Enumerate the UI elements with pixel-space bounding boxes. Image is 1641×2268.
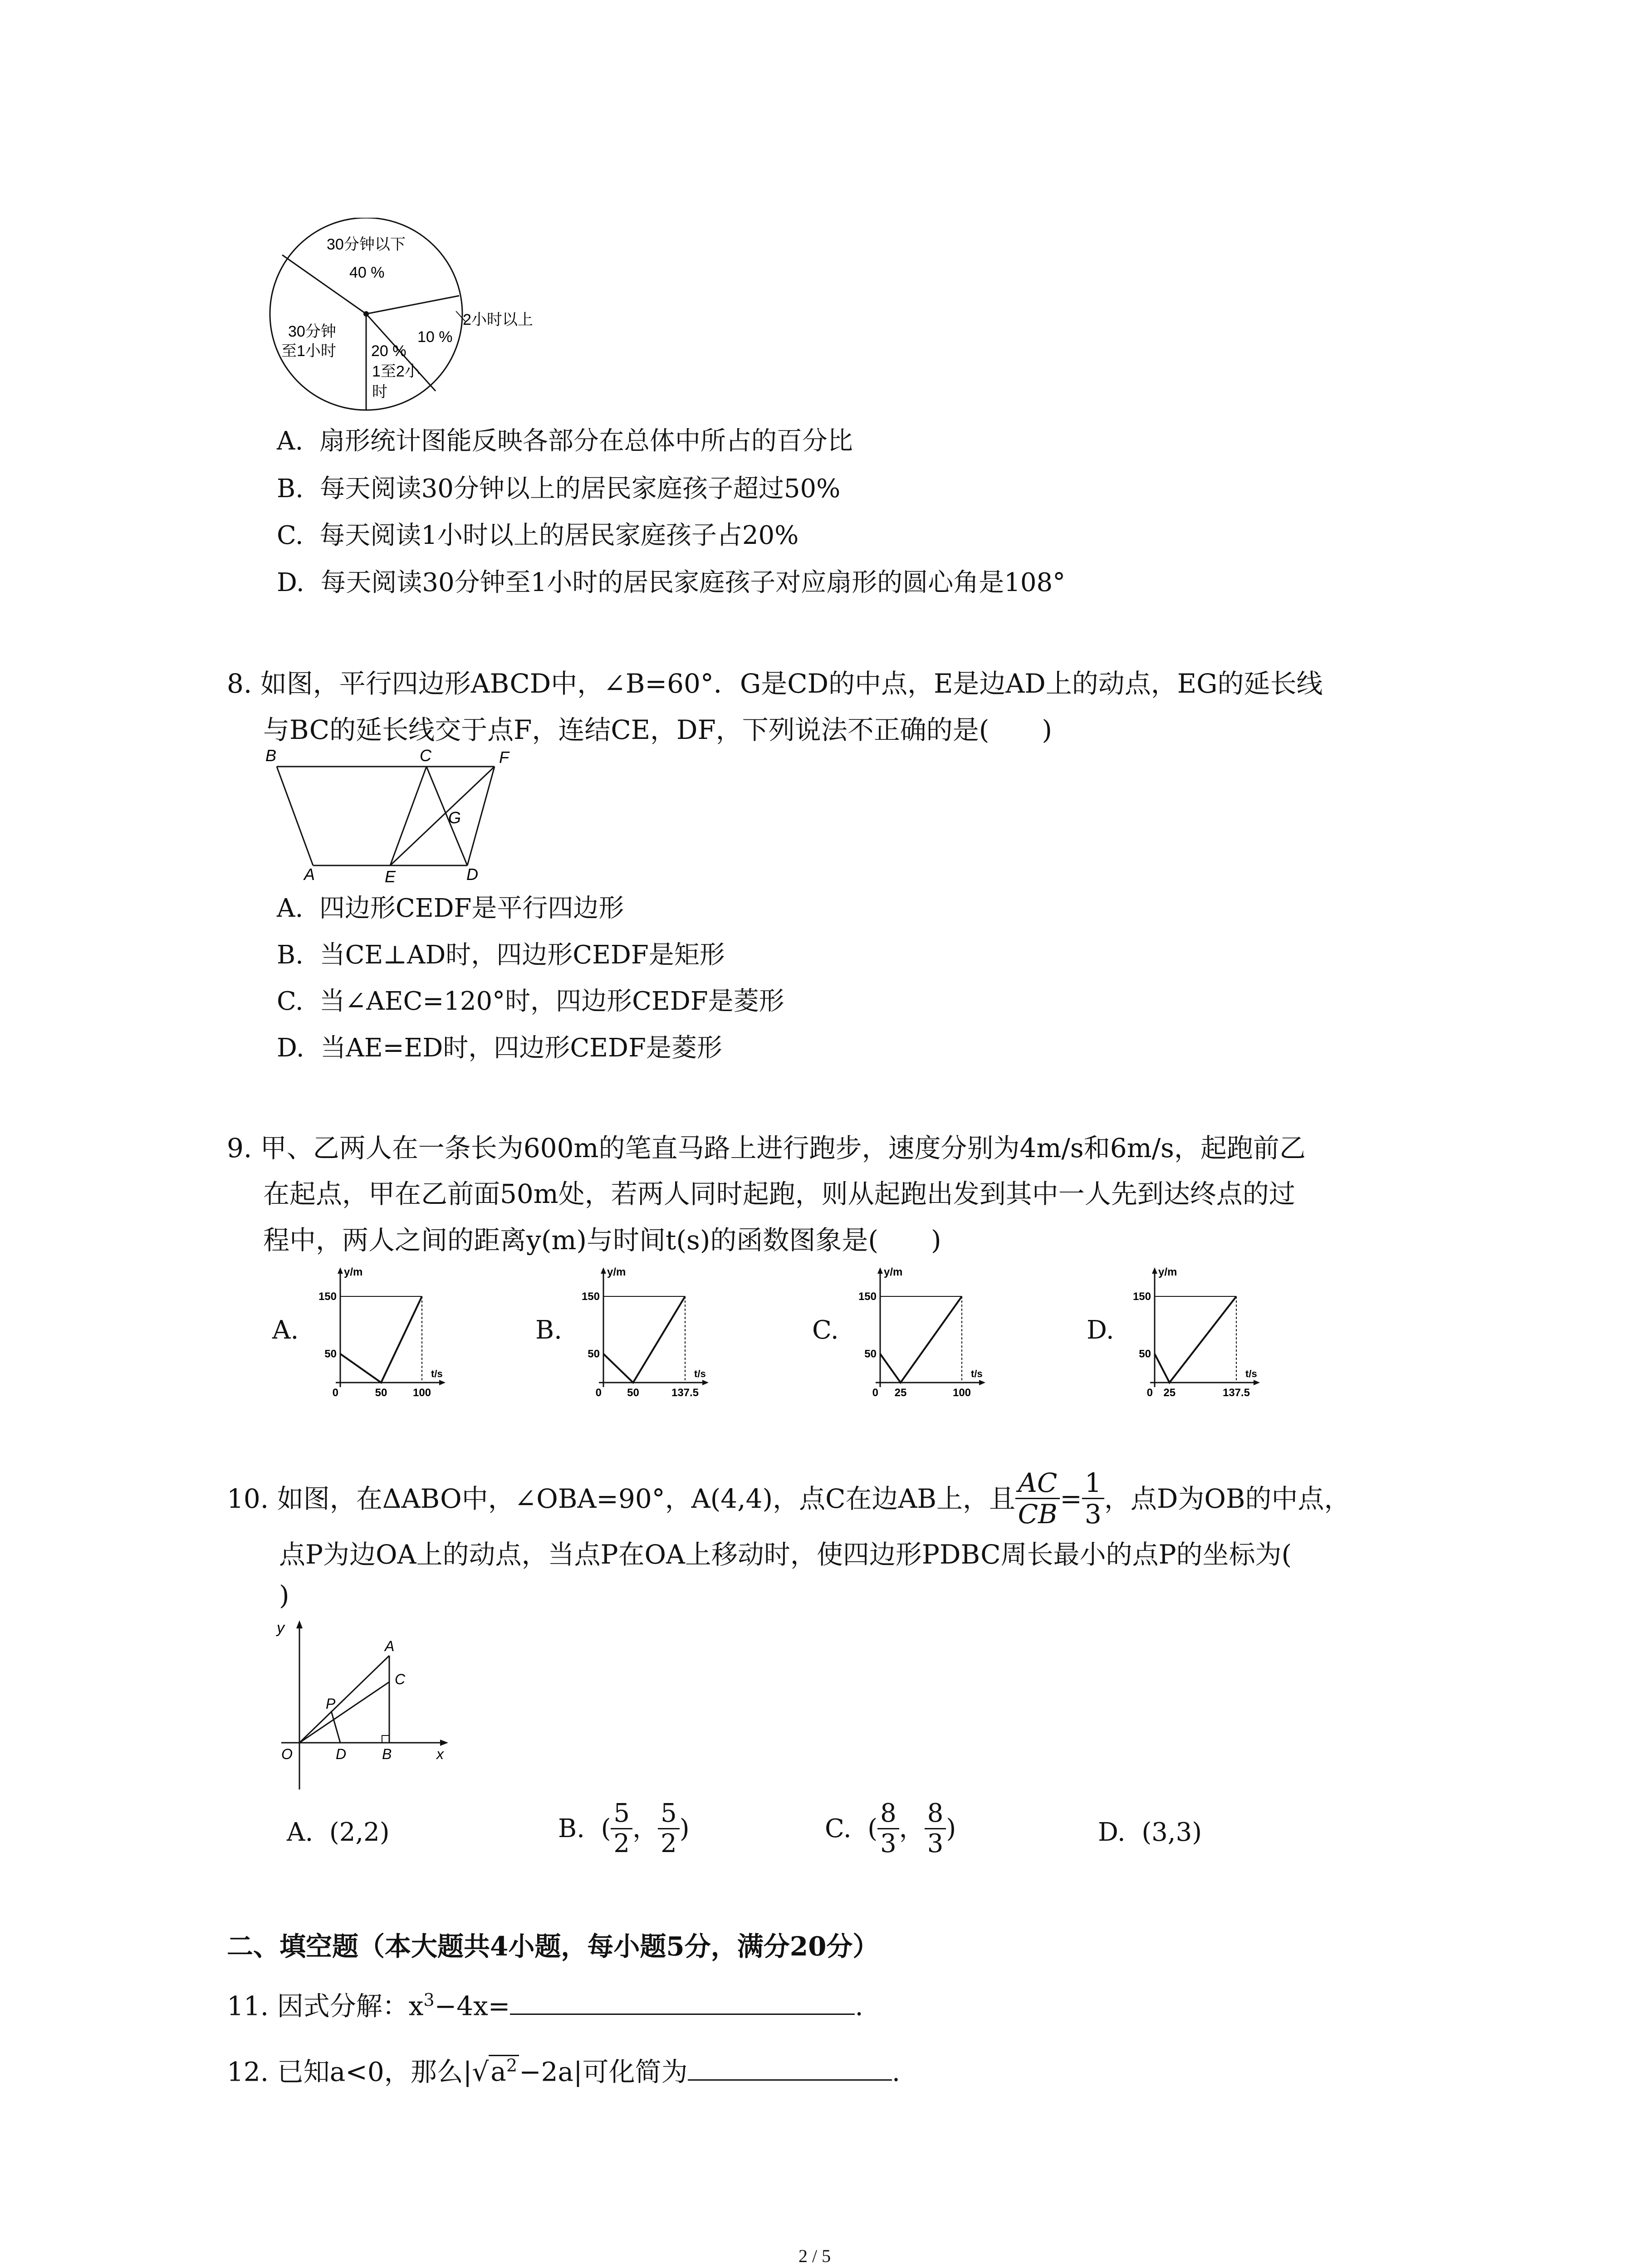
question-text: 因式分解：x	[277, 1990, 424, 2022]
q9-graph-c	[853, 1266, 989, 1402]
q8-option-d	[277, 1033, 722, 1063]
pie-label-over2-pct: 10 %	[417, 328, 453, 346]
option-letter: B.	[277, 940, 304, 970]
option-letter: B.	[558, 1813, 585, 1843]
q8-option-c	[277, 989, 784, 1014]
y-arrow	[338, 1267, 343, 1274]
sqrt-sign: √	[472, 2056, 489, 2087]
x-arrow	[439, 1380, 446, 1385]
equals-sign: =	[1060, 1483, 1082, 1514]
tick-label-50: 50	[1139, 1348, 1151, 1360]
label-C: C	[420, 748, 431, 765]
q10-option-c	[825, 1801, 956, 1857]
option-letter: B.	[277, 474, 304, 503]
y-arrow	[601, 1267, 606, 1274]
pie-label-under30: 30分钟以下	[327, 236, 406, 253]
tick-label-50: 50	[864, 1348, 877, 1360]
fraction	[658, 1801, 680, 1857]
pie-label-onetwo-2: 时	[372, 383, 387, 401]
tick-label-150: 150	[581, 1290, 600, 1303]
option-letter: C.	[277, 987, 304, 1016]
origin-label: 0	[1146, 1387, 1153, 1399]
paren: )	[679, 1813, 690, 1843]
pie-label-mid-1: 30分钟	[288, 323, 336, 340]
period: .	[892, 2056, 901, 2087]
option-letter: A.	[287, 1818, 314, 1847]
q10-line-2: 点P为边OA上的动点，当点P在OA上移动时，使四边形PDBC周长最小的点P的坐标为(	[279, 1539, 1292, 1570]
label-A: A	[385, 1638, 395, 1654]
x-axis-label: t/s	[694, 1368, 706, 1379]
fraction	[925, 1801, 946, 1857]
fraction-denominator: 3	[880, 1829, 896, 1858]
tick-label-min: 25	[1163, 1387, 1176, 1399]
exponent: 2	[506, 2056, 518, 2076]
answer-blank[interactable]	[688, 2079, 892, 2081]
tick-label-min: 50	[375, 1387, 387, 1399]
fraction-denominator: 2	[613, 1829, 630, 1858]
fraction-numerator: AC	[1015, 1470, 1060, 1499]
distance-function-line	[603, 1296, 685, 1383]
pie-label-mid-2: 至1小时	[281, 342, 336, 360]
option-letter: D.	[277, 1033, 304, 1063]
option-letter: A.	[277, 894, 304, 923]
q10-option-b	[558, 1801, 690, 1857]
q7-option-c	[277, 523, 798, 548]
y-axis-label: y/m	[344, 1266, 363, 1278]
q9-line-2: 在起点，甲在乙前面50m处，若两人同时起跑，则从起跑出发到其中一人先到达终点的过	[263, 1178, 1295, 1209]
y-axis-label: y/m	[607, 1266, 626, 1278]
coordinate-figure	[268, 1615, 458, 1796]
x-arrow	[1254, 1380, 1260, 1385]
option-text: 每天阅读1小时以上的居民家庭孩子占20%	[319, 521, 799, 550]
tick-label-min: 25	[894, 1387, 907, 1399]
fraction-numerator: 5	[658, 1801, 680, 1829]
q9-line-3: 程中，两人之间的距离y(m)与时间t(s)的函数图象是( )	[263, 1225, 941, 1256]
separator: ，	[632, 1813, 658, 1843]
tick-label-end: 137.5	[1222, 1387, 1250, 1399]
pie-chart-figure	[263, 218, 581, 422]
fraction-denominator: 3	[927, 1829, 944, 1858]
pie-label-over2: 2小时以上	[463, 311, 533, 328]
q10-line-3: )	[279, 1580, 289, 1611]
q9-option-letter: D.	[1087, 1315, 1114, 1345]
question-number: 8.	[227, 668, 252, 699]
option-text: 当∠AEC=120°时，四边形CEDF是菱形	[319, 987, 784, 1016]
option-letter: C.	[825, 1813, 852, 1843]
q9-graph-d	[1127, 1266, 1264, 1402]
exponent: 3	[423, 1990, 435, 2010]
question-text: −4x=	[434, 1990, 510, 2022]
origin-label: 0	[872, 1387, 878, 1399]
label-D: D	[336, 1746, 347, 1762]
option-text: 四边形CEDF是平行四边形	[319, 894, 624, 923]
tick-label-end: 137.5	[671, 1387, 699, 1399]
y-axis-label: y/m	[1158, 1266, 1177, 1278]
question-text: 已知a<0，那么|	[277, 2056, 472, 2087]
q10-option-a	[287, 1820, 390, 1845]
q9-option-letter: C.	[812, 1315, 839, 1345]
label-P: P	[326, 1696, 336, 1712]
separator: ，	[899, 1813, 925, 1843]
question-number: 9.	[227, 1133, 252, 1163]
q12	[227, 2057, 900, 2085]
question-text: 甲、乙两人在一条长为600m的笔直马路上进行跑步，速度分别为4m/s和6m/s，起跑前乙	[260, 1133, 1306, 1163]
label-G: G	[448, 808, 461, 827]
fraction-numerator: 5	[611, 1801, 632, 1829]
question-text: 如图，在ΔABO中，∠OBA=90°，A(4,4)，点C在边AB上，且	[277, 1483, 1016, 1514]
x-arrow	[979, 1380, 985, 1385]
label-B: B	[382, 1746, 392, 1762]
parallelogram-figure	[263, 748, 526, 885]
ratio-fraction	[1015, 1467, 1060, 1530]
fraction-numerator: 1	[1082, 1470, 1104, 1499]
question-number: 12.	[227, 2056, 269, 2087]
q7-option-d	[277, 570, 1065, 596]
distance-function-line	[1155, 1296, 1236, 1383]
q10-option-d	[1098, 1820, 1202, 1845]
x-arrow	[702, 1380, 709, 1385]
section-title: 二、填空题（本大题共4小题，每小题5分，满分20分）	[227, 1931, 879, 1962]
q10-line-1	[227, 1467, 1351, 1530]
option-text: (3,3)	[1141, 1818, 1202, 1847]
tick-label-150: 150	[318, 1290, 337, 1303]
fraction-numerator: 8	[877, 1801, 899, 1829]
q8-option-b	[277, 940, 725, 970]
q9-line-1	[227, 1135, 1306, 1161]
fraction	[611, 1801, 632, 1857]
question-text: 如图，平行四边形ABCD中，∠B=60°．G是CD的中点，E是边AD上的动点，EG的延长线	[260, 668, 1323, 699]
option-text: 每天阅读30分钟至1小时的居民家庭孩子对应扇形的圆心角是108°	[320, 568, 1066, 597]
x-axis-label: t/s	[1245, 1368, 1257, 1379]
radicand-base: a	[490, 2056, 506, 2087]
fraction-denominator: CB	[1018, 1499, 1058, 1530]
tick-label-end: 100	[412, 1387, 431, 1399]
origin-label: 0	[332, 1387, 338, 1399]
q7-option-a	[277, 426, 853, 456]
y-arrow	[1152, 1267, 1157, 1274]
period: .	[855, 1990, 863, 2022]
tick-label-min: 50	[627, 1387, 639, 1399]
label-y: y	[277, 1619, 284, 1637]
distance-function-line	[880, 1296, 962, 1383]
fraction-numerator: 8	[925, 1801, 946, 1829]
page-number: 2 / 5	[798, 2246, 831, 2266]
pie-divider-2	[366, 296, 459, 314]
pie-label-onetwo-pct: 20 %	[371, 342, 407, 360]
option-letter: A.	[277, 426, 304, 456]
q8-option-a	[277, 896, 624, 921]
option-letter: D.	[277, 568, 304, 597]
answer-blank[interactable]	[510, 2014, 855, 2015]
q11	[227, 1990, 863, 2022]
x-axis-label: t/s	[971, 1368, 983, 1379]
label-C: C	[395, 1671, 406, 1687]
pie-center	[363, 311, 369, 317]
label-O: O	[281, 1746, 293, 1762]
ratio-value	[1082, 1467, 1104, 1530]
x-axis-label: t/s	[431, 1368, 443, 1379]
option-text: 当AE=ED时，四边形CEDF是菱形	[320, 1033, 722, 1063]
distance-function-line	[340, 1296, 422, 1383]
question-text: −2a|可化简为	[519, 2056, 688, 2087]
question-number: 11.	[227, 1990, 269, 2022]
q9-option-letter: B.	[535, 1315, 562, 1345]
question-number: 10.	[227, 1483, 269, 1514]
tick-label-end: 100	[952, 1387, 971, 1399]
paren: (	[601, 1813, 611, 1843]
paren: )	[946, 1813, 956, 1843]
label-F: F	[499, 748, 509, 767]
q9-option-letter: A.	[272, 1315, 299, 1345]
paren: (	[867, 1813, 878, 1843]
option-text: (2,2)	[329, 1818, 390, 1847]
q9-graph-b	[576, 1266, 712, 1402]
tick-label-150: 150	[1132, 1290, 1151, 1303]
fraction-denominator: 2	[661, 1829, 677, 1858]
q7-option-b	[277, 476, 840, 502]
label-B: B	[265, 748, 277, 765]
option-text: 每天阅读30分钟以上的居民家庭孩子超过50%	[319, 474, 841, 503]
question-text: ，点D为OB的中点，	[1104, 1483, 1351, 1514]
tick-label-150: 150	[858, 1290, 877, 1303]
q8-line-1	[227, 670, 1323, 697]
option-letter: C.	[277, 521, 304, 550]
label-x: x	[436, 1746, 444, 1762]
y-axis-label: y/m	[884, 1266, 903, 1278]
q9-graph-a	[313, 1266, 449, 1402]
fraction-denominator: 3	[1084, 1499, 1102, 1530]
y-arrow	[877, 1267, 883, 1274]
option-text: 扇形统计图能反映各部分在总体中所占的百分比	[319, 426, 853, 456]
tick-label-50: 50	[324, 1348, 337, 1360]
tick-label-50: 50	[588, 1348, 600, 1360]
label-A: A	[304, 865, 315, 884]
option-letter: D.	[1098, 1818, 1126, 1847]
pie-label-onetwo-1: 1至2小	[372, 363, 420, 380]
fraction	[877, 1801, 899, 1857]
option-text: 当CE⊥AD时，四边形CEDF是矩形	[319, 940, 725, 970]
origin-label: 0	[595, 1387, 602, 1399]
radicand	[489, 2055, 519, 2087]
label-D: D	[466, 865, 478, 884]
q8-line-2: 与BC的延长线交于点F，连结CE，DF，下列说法不正确的是( )	[263, 714, 1053, 745]
pie-label-under30-pct: 40 %	[349, 264, 385, 281]
label-E: E	[385, 867, 396, 885]
